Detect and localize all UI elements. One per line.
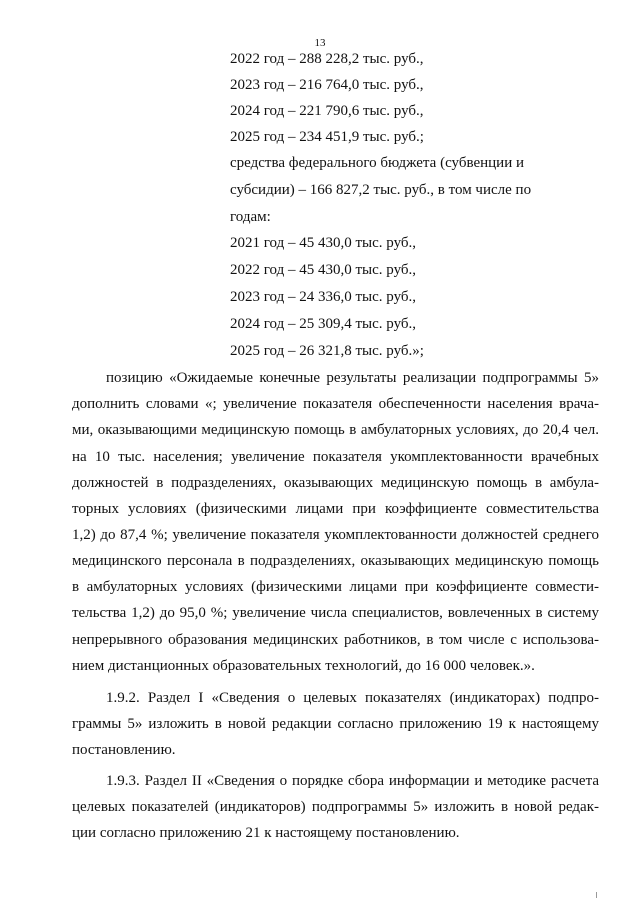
federal-budget-line: субсидии) – 166 827,2 тыс. руб., в том числе по [230, 182, 532, 198]
funding-line: 2025 год – 234 451,9 тыс. руб.; [230, 129, 424, 145]
federal-budget-line: средства федерального бюджета (субвенции и [230, 155, 525, 171]
funding-line: 2022 год – 45 430,0 тыс. руб., [230, 262, 417, 278]
scan-mark [596, 892, 597, 898]
paragraph-line: позицию «Ожидаемые конечные результаты реализации подпрограммы 5» [106, 370, 599, 386]
paragraph-line: на 10 тыс. населения; увеличение показателя укомплектованности врачебных [72, 449, 599, 465]
paragraph-line: ми, оказывающими медицинскую помощь в амбулаторных условиях, до 20,4 чел. [72, 422, 599, 438]
paragraph-line: дополнить словами «; увеличение показателя обеспеченности населения врача- [72, 396, 599, 412]
paragraph-line: тельства 1,2) до 95,0 %; увеличение числа специалистов, вовлеченных в систему [72, 605, 599, 621]
federal-budget-line: годам: [230, 209, 271, 225]
paragraph-line: целевых показателей (индикаторов) подпрограммы 5» изложить в новой редак- [72, 799, 599, 815]
paragraph-line: граммы 5» изложить в новой редакции согласно приложению 19 к настоящему [72, 716, 599, 732]
page-number: 13 [314, 37, 326, 49]
funding-line: 2025 год – 26 321,8 тыс. руб.»; [230, 343, 424, 359]
funding-line: 2024 год – 25 309,4 тыс. руб., [230, 316, 417, 332]
funding-line: 2023 год – 24 336,0 тыс. руб., [230, 289, 417, 305]
paragraph-line: непрерывного образования медицинских работников, в том числе с использова- [72, 632, 599, 648]
funding-line: 2023 год – 216 764,0 тыс. руб., [230, 77, 424, 93]
paragraph-line: 1,2) до 87,4 %; увеличение показателя укомплектованности должностей среднего [72, 527, 599, 543]
funding-line: 2024 год – 221 790,6 тыс. руб., [230, 103, 424, 119]
paragraph-line: медицинского персонала в подразделениях, оказывающих медицинскую помощь [72, 553, 599, 569]
paragraph-line: торных условиях (физическими лицами при коэффициенте совместительства [72, 501, 599, 517]
paragraph-line: должностей в подразделениях, оказывающих медицинскую помощь в амбула- [72, 475, 599, 491]
paragraph-line: постановлению. [72, 742, 176, 758]
paragraph-line: нием дистанционных образовательных технологий, до 16 000 человек.». [72, 658, 535, 674]
paragraph-line: ции согласно приложению 21 к настоящему постановлению. [72, 825, 460, 841]
funding-line: 2021 год – 45 430,0 тыс. руб., [230, 235, 417, 251]
funding-line: 2022 год – 288 228,2 тыс. руб., [230, 51, 424, 67]
paragraph-line: в амбулаторных условиях (физическими лицами при коэффициенте совмести- [72, 579, 599, 595]
paragraph-line: 1.9.3. Раздел II «Сведения о порядке сбора информации и методике расчета [106, 773, 599, 789]
paragraph-line: 1.9.2. Раздел I «Сведения о целевых показателях (индикаторах) подпро- [106, 690, 599, 706]
